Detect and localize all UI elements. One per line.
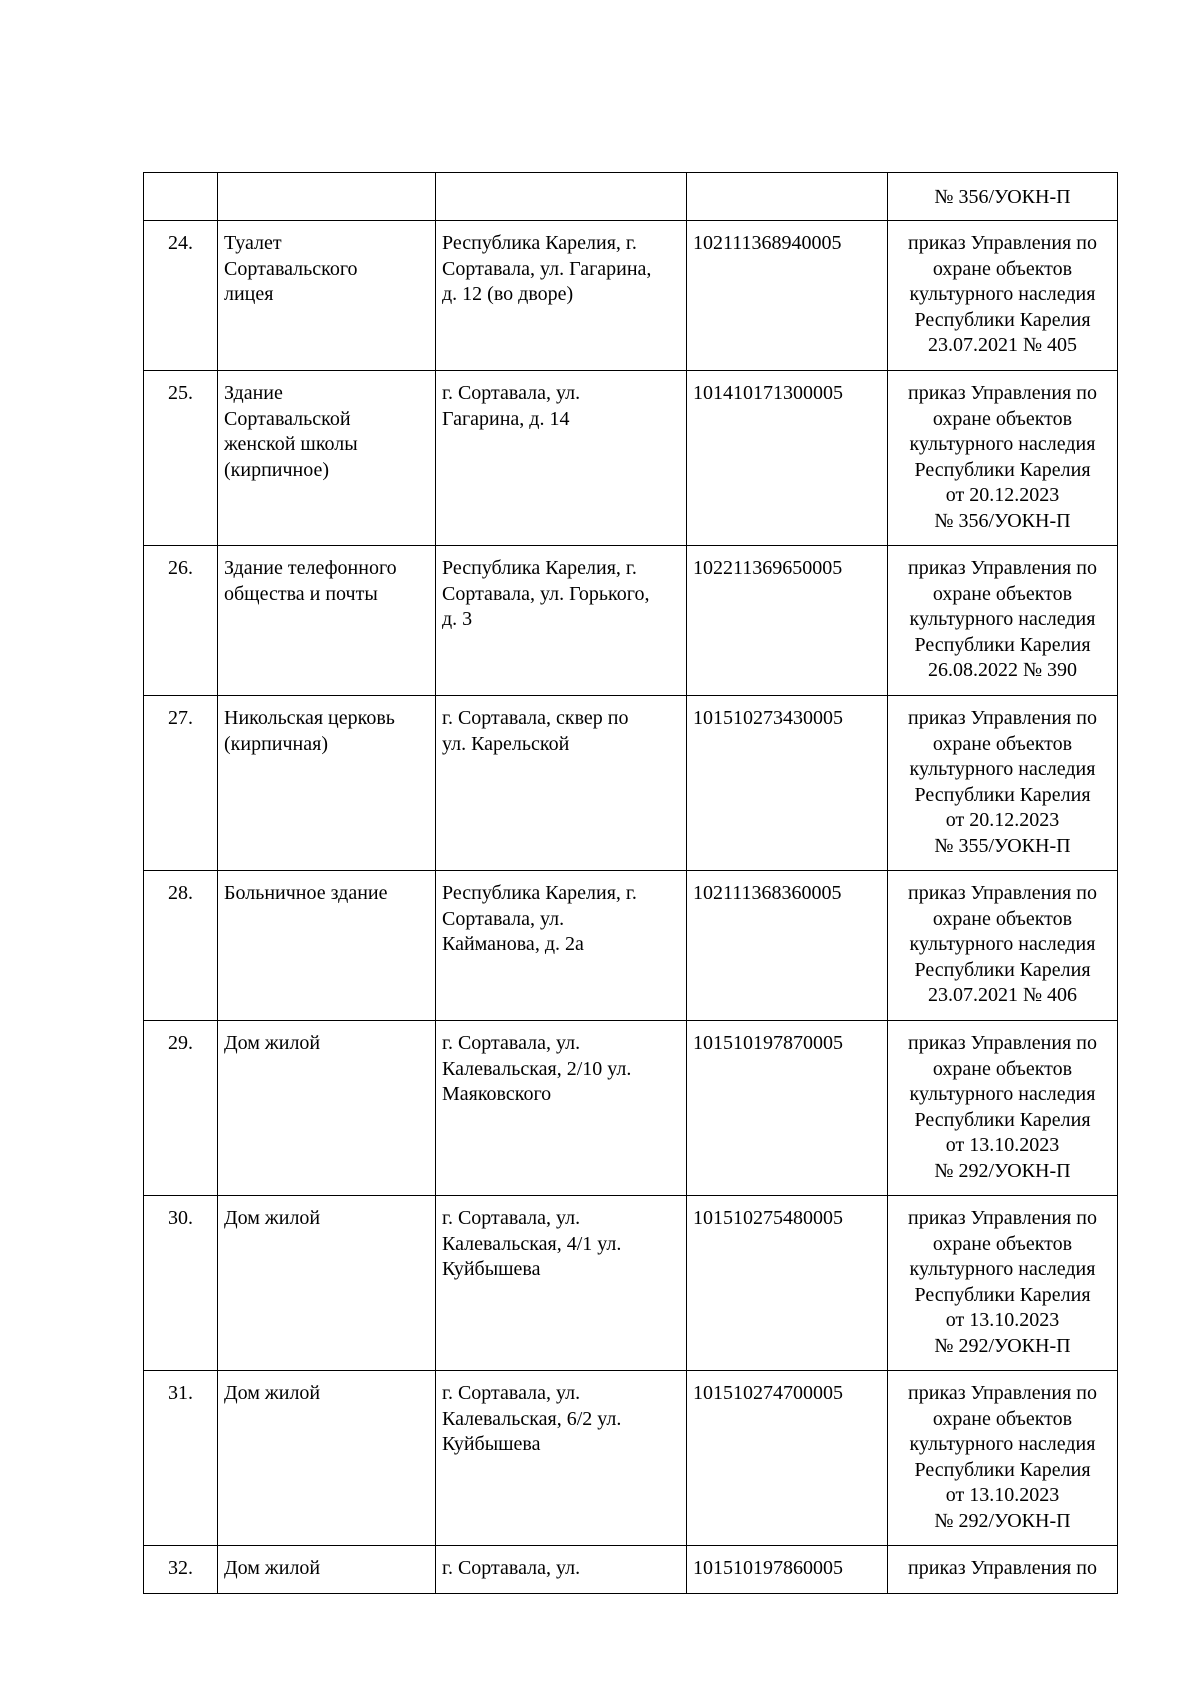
document-line: культурного наследия: [909, 608, 1096, 630]
address-cell: [436, 371, 687, 546]
registry-number: 101510275480005: [693, 1207, 843, 1229]
object-name-line: (кирпичное): [224, 458, 330, 481]
table-row: [144, 1021, 1118, 1196]
object-name-cell: [218, 1546, 436, 1594]
object-name-cell: [218, 546, 436, 696]
document-line: приказ Управления по: [908, 707, 1097, 729]
document-line: охране объектов: [932, 732, 1073, 755]
document-line: охране объектов: [932, 1407, 1073, 1430]
address-line: г. Сортавала, сквер по: [442, 707, 629, 729]
object-name-line: общества и почты: [224, 582, 378, 605]
table-row: [144, 1196, 1118, 1371]
document-line: культурного наследия: [909, 758, 1096, 780]
address-line: Куйбышева: [442, 1433, 541, 1455]
address-cell: [436, 221, 687, 371]
document-cell: [888, 1546, 1118, 1594]
document-line: Республики Карелия: [914, 958, 1091, 981]
row-number-cell: [144, 221, 218, 371]
object-name-line: женской школы: [224, 433, 358, 455]
registry-number-cell: [687, 1196, 888, 1371]
document-line: приказ Управления по: [908, 1382, 1097, 1404]
document-line: охране объектов: [932, 907, 1073, 930]
object-name-line: лицея: [224, 283, 274, 305]
table-row: [144, 221, 1118, 371]
address-cell: [436, 1196, 687, 1371]
address-cell: [436, 1021, 687, 1196]
object-name-line: (кирпичная): [224, 732, 328, 755]
document-cell: [888, 1021, 1118, 1196]
object-name-cell: [218, 173, 436, 221]
object-name-line: Дом жилой: [224, 1382, 321, 1404]
document-line: № 292/УОКН-П: [934, 1334, 1071, 1357]
address-line: г. Сортавала, ул.: [442, 1207, 581, 1229]
document-line: охране объектов: [932, 1057, 1073, 1080]
registry-number-cell: [687, 371, 888, 546]
document-line: № 356/УОКН-П: [934, 186, 1071, 208]
object-name-line: Здание: [224, 382, 283, 404]
document-line: охране объектов: [932, 1232, 1073, 1255]
document-line: культурного наследия: [909, 433, 1096, 455]
address-line: Сортавала, ул. Горького,: [442, 582, 650, 605]
object-name-line: Туалет: [224, 232, 282, 254]
address-line: Республика Карелия, г.: [442, 232, 637, 254]
document-line: приказ Управления по: [908, 1207, 1097, 1229]
registry-number: 101410171300005: [693, 382, 843, 404]
address-line: д. 3: [442, 608, 473, 630]
table-row: [144, 1546, 1118, 1594]
table-row: [144, 696, 1118, 871]
address-cell: [436, 1546, 687, 1594]
row-number: 32.: [168, 1557, 193, 1579]
row-number: 27.: [168, 707, 193, 729]
row-number: 25.: [168, 382, 193, 404]
document-line: охране объектов: [932, 407, 1073, 430]
row-number: 24.: [168, 232, 193, 254]
registry-number-cell: [687, 173, 888, 221]
table-row: [144, 546, 1118, 696]
address-line: Кайманова, д. 2а: [442, 933, 584, 955]
document-line: приказ Управления по: [908, 232, 1097, 254]
address-line: Республика Карелия, г.: [442, 557, 637, 579]
address-cell: [436, 546, 687, 696]
row-number-cell: [144, 1546, 218, 1594]
object-name-line: Сортавальской: [224, 407, 351, 430]
document-line: 26.08.2022 № 390: [927, 659, 1078, 681]
document-line: № 292/УОКН-П: [934, 1509, 1071, 1532]
document-line: культурного наследия: [909, 1083, 1096, 1105]
document-cell: [888, 1196, 1118, 1371]
document-cell: [888, 1371, 1118, 1546]
object-name-line: Дом жилой: [224, 1557, 321, 1579]
address-line: г. Сортавала, ул.: [442, 1557, 581, 1579]
table-body: [144, 173, 1118, 1594]
document-line: № 356/УОКН-П: [934, 509, 1071, 532]
address-line: Калевальская, 6/2 ул.: [442, 1407, 622, 1430]
address-cell: [436, 173, 687, 221]
address-line: Куйбышева: [442, 1258, 541, 1280]
document-line: Республики Карелия: [914, 308, 1091, 331]
address-line: г. Сортавала, ул.: [442, 1382, 581, 1404]
row-number: 30.: [168, 1207, 193, 1229]
registry-number-cell: [687, 1546, 888, 1594]
document-line: Республики Карелия: [914, 783, 1091, 806]
document-cell: [888, 173, 1118, 221]
object-name-line: Дом жилой: [224, 1032, 321, 1054]
document-cell: [888, 546, 1118, 696]
registry-number: 102111368360005: [693, 882, 842, 904]
registry-number: 101510273430005: [693, 707, 843, 729]
document-line: от 13.10.2023: [945, 1484, 1060, 1506]
address-line: Республика Карелия, г.: [442, 882, 637, 904]
document-line: приказ Управления по: [908, 382, 1097, 404]
heritage-objects-table: [143, 172, 1118, 1594]
address-line: Сортавала, ул. Гагарина,: [442, 257, 652, 280]
document-line: 23.07.2021 № 406: [927, 984, 1078, 1006]
document-line: от 20.12.2023: [945, 484, 1060, 506]
registry-number-cell: [687, 871, 888, 1021]
registry-number-cell: [687, 1021, 888, 1196]
document-line: Республики Карелия: [914, 458, 1091, 481]
registry-number-cell: [687, 696, 888, 871]
document-line: приказ Управления по: [908, 557, 1097, 579]
document-line: культурного наследия: [909, 283, 1096, 305]
address-line: ул. Карельской: [442, 732, 570, 755]
address-line: Калевальская, 2/10 ул.: [442, 1057, 632, 1080]
row-number-cell: [144, 871, 218, 1021]
registry-number: 101510197860005: [693, 1557, 843, 1579]
row-number-cell: [144, 1371, 218, 1546]
object-name-cell: [218, 221, 436, 371]
table-row: [144, 1371, 1118, 1546]
object-name-cell: [218, 1196, 436, 1371]
registry-number: 102111368940005: [693, 232, 842, 254]
object-name-cell: [218, 1021, 436, 1196]
row-number-cell: [144, 173, 218, 221]
object-name-cell: [218, 871, 436, 1021]
row-number-cell: [144, 1196, 218, 1371]
document-line: от 20.12.2023: [945, 809, 1060, 831]
row-number-cell: [144, 371, 218, 546]
table-row: [144, 371, 1118, 546]
document-line: Республики Карелия: [914, 633, 1091, 656]
document-line: приказ Управления по: [908, 1557, 1097, 1579]
object-name-cell: [218, 1371, 436, 1546]
row-number: 31.: [168, 1382, 193, 1404]
document-cell: [888, 696, 1118, 871]
row-number-cell: [144, 546, 218, 696]
document-line: № 355/УОКН-П: [934, 834, 1071, 857]
row-number: 26.: [168, 557, 193, 579]
table-row: [144, 871, 1118, 1021]
row-number-cell: [144, 1021, 218, 1196]
address-cell: [436, 696, 687, 871]
document-line: Республики Карелия: [914, 1283, 1091, 1306]
object-name-line: Никольская церковь: [224, 707, 395, 729]
object-name-cell: [218, 696, 436, 871]
address-line: г. Сортавала, ул.: [442, 382, 581, 404]
address-line: д. 12 (во дворе): [442, 283, 574, 305]
address-cell: [436, 871, 687, 1021]
address-line: Маяковского: [442, 1083, 552, 1105]
object-name-line: Больничное здание: [224, 882, 388, 904]
document-line: культурного наследия: [909, 1433, 1096, 1455]
object-name-line: Сортавальского: [224, 257, 358, 280]
registry-number: 102211369650005: [693, 557, 843, 579]
document-line: от 13.10.2023: [945, 1134, 1060, 1156]
address-cell: [436, 1371, 687, 1546]
table-row: [144, 173, 1118, 221]
document-line: охране объектов: [932, 257, 1073, 280]
document-cell: [888, 221, 1118, 371]
object-name-cell: [218, 371, 436, 546]
row-number: 28.: [168, 882, 193, 904]
registry-number-cell: [687, 1371, 888, 1546]
document-line: приказ Управления по: [908, 882, 1097, 904]
document-line: от 13.10.2023: [945, 1309, 1060, 1331]
address-line: Калевальская, 4/1 ул.: [442, 1232, 622, 1255]
document-line: охране объектов: [932, 582, 1073, 605]
registry-number: 101510274700005: [693, 1382, 843, 1404]
row-number: 29.: [168, 1032, 193, 1054]
address-line: Гагарина, д. 14: [442, 407, 570, 430]
registry-number-cell: [687, 221, 888, 371]
document-line: 23.07.2021 № 405: [927, 334, 1078, 356]
document-line: приказ Управления по: [908, 1032, 1097, 1054]
row-number-cell: [144, 696, 218, 871]
document-cell: [888, 371, 1118, 546]
document-line: культурного наследия: [909, 933, 1096, 955]
document-line: культурного наследия: [909, 1258, 1096, 1280]
object-name-line: Дом жилой: [224, 1207, 321, 1229]
registry-number-cell: [687, 546, 888, 696]
address-line: Сортавала, ул.: [442, 907, 565, 930]
registry-number: 101510197870005: [693, 1032, 843, 1054]
address-line: г. Сортавала, ул.: [442, 1032, 581, 1054]
object-name-line: Здание телефонного: [224, 557, 397, 579]
document-line: Республики Карелия: [914, 1458, 1091, 1481]
document-cell: [888, 871, 1118, 1021]
document-line: Республики Карелия: [914, 1108, 1091, 1131]
document-line: № 292/УОКН-П: [934, 1159, 1071, 1182]
